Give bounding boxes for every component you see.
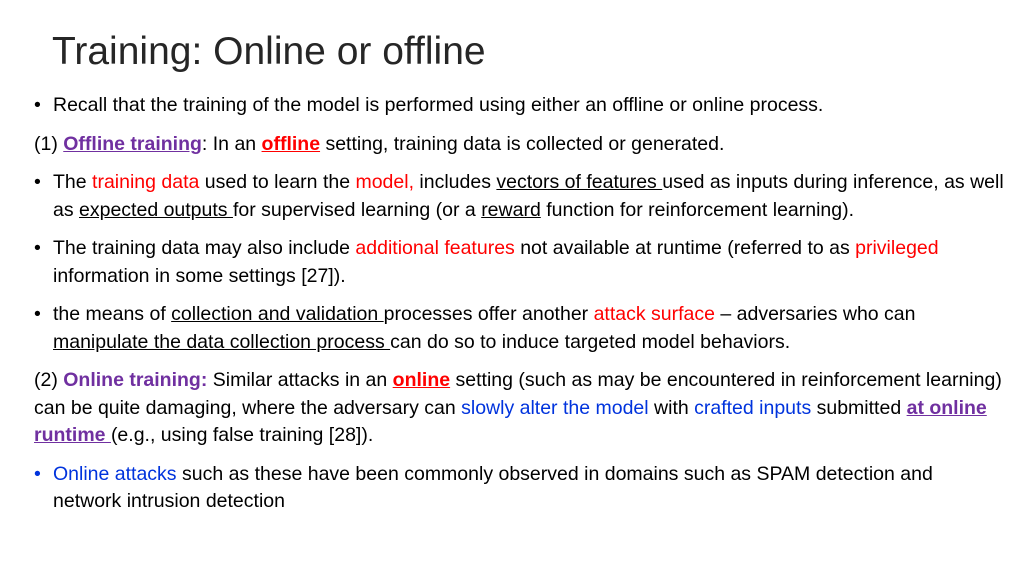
text-run: not available at runtime (referred to as bbox=[514, 237, 856, 259]
text-run: The bbox=[53, 171, 93, 193]
text-run: : In an bbox=[201, 132, 262, 155]
privileged-keyword: privileged bbox=[855, 237, 939, 259]
bullet-online-attacks bbox=[34, 461, 1004, 516]
bullet-collection-validation bbox=[34, 301, 1004, 356]
bullet-dot-icon: • bbox=[34, 462, 41, 485]
bullet-training-data bbox=[34, 169, 1004, 224]
training-data-keyword: training data bbox=[92, 171, 200, 193]
collection-validation-phrase: collection and validation bbox=[171, 303, 384, 325]
bullet-dot-icon: • bbox=[34, 171, 41, 193]
slide-title: Training: Online or offline bbox=[52, 30, 486, 73]
text-run: the means of bbox=[53, 303, 172, 325]
text-run: The training data may also include bbox=[53, 237, 356, 259]
text-run: with bbox=[648, 396, 695, 419]
text-run: processes offer another bbox=[383, 303, 594, 325]
offline-training-heading: Offline training bbox=[63, 132, 202, 155]
text-run: such as these have been commonly observed in domains such as SPAM detection and network intrusion detection bbox=[53, 462, 933, 512]
text-run: includes bbox=[414, 171, 497, 193]
attack-surface-keyword: attack surface bbox=[593, 303, 715, 325]
text-run: information in some settings [27]). bbox=[53, 264, 346, 287]
text-run: used as inputs during inference, as well as bbox=[53, 171, 1004, 221]
online-runtime-phrase: at online runtime bbox=[34, 396, 987, 446]
bullet-dot-icon: • bbox=[34, 237, 41, 259]
manipulate-data-phrase: manipulate the data collection process bbox=[53, 330, 391, 353]
paragraph-online-training bbox=[34, 367, 1004, 450]
text-run: function for reinforcement learning). bbox=[540, 198, 855, 221]
text-run: submitted bbox=[811, 396, 907, 419]
additional-features-keyword: additional features bbox=[355, 237, 515, 259]
text-run: can do so to induce targeted model behaviors. bbox=[390, 330, 791, 353]
bullet-additional-features bbox=[34, 235, 1004, 290]
crafted-inputs-phrase: crafted inputs bbox=[694, 396, 812, 419]
online-attacks-keyword: Online attacks bbox=[53, 462, 177, 485]
bullet-text: Recall that the training of the model is performed using either an offline or online process. bbox=[53, 94, 824, 116]
slowly-alter-model-phrase: slowly alter the model bbox=[461, 396, 649, 419]
text-run: for supervised learning (or a bbox=[232, 198, 482, 221]
reward-phrase: reward bbox=[481, 198, 541, 221]
online-training-heading: Online training: bbox=[63, 369, 208, 391]
text-run: used to learn the bbox=[199, 171, 356, 193]
bullet-dot-icon: • bbox=[34, 94, 41, 116]
online-keyword: online bbox=[392, 369, 451, 391]
text-run: (e.g., using false training [28]). bbox=[110, 424, 374, 446]
text-run: (1) bbox=[34, 132, 64, 155]
text-run: setting, training data is collected or generated. bbox=[320, 132, 725, 155]
text-run: setting (such as may be encountered in reinforcement learning) can be quite damaging, where the adversary can bbox=[34, 369, 1002, 419]
paragraph-offline-training bbox=[34, 131, 1004, 159]
vectors-of-features-phrase: vectors of features bbox=[496, 171, 663, 193]
text-run: – adversaries who can bbox=[714, 303, 916, 325]
expected-outputs-phrase: expected outputs bbox=[79, 198, 233, 221]
slide-content bbox=[34, 92, 1004, 527]
text-run: Similar attacks in an bbox=[207, 369, 393, 391]
bullet-dot-icon: • bbox=[34, 303, 41, 325]
text-run: (2) bbox=[34, 369, 64, 391]
bullet-recall bbox=[34, 92, 1004, 120]
model-keyword: model, bbox=[355, 171, 414, 193]
offline-keyword: offline bbox=[261, 132, 321, 155]
